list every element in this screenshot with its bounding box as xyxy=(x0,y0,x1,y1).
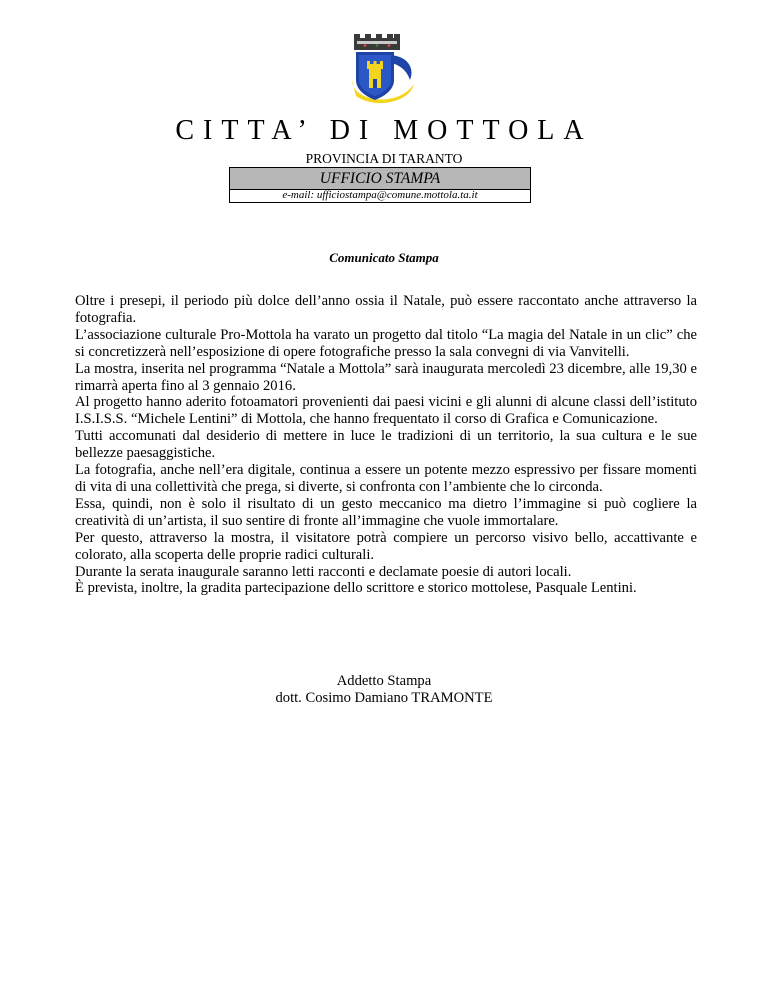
body-paragraph: La fotografia, anche nell’era digitale, continua a essere un potente mezzo espressivo per fissare momenti di vita di una collettività che prega, si diverte, si confronta con l’ambiente che lo circonda. xyxy=(75,462,697,495)
city-title: CITTA’ DI MOTTOLA xyxy=(175,115,593,146)
office-banner: UFFICIO STAMPA xyxy=(229,167,531,190)
coat-of-arms-icon xyxy=(336,26,420,110)
body-paragraph: È prevista, inoltre, la gradita partecipazione dello scrittore e storico mottolese, Pasquale Lentini. xyxy=(75,580,637,597)
province-label: PROVINCIA DI TARANTO xyxy=(305,151,463,166)
press-release-title: Comunicato Stampa xyxy=(329,250,439,265)
press-release-body xyxy=(75,293,697,597)
body-paragraph: Durante la serata inaugurale saranno letti racconti e declamate poesie di autori locali. xyxy=(75,563,572,580)
body-paragraph: La mostra, inserita nel programma “Natale a Mottola” sarà inaugurata mercoledì 23 dicembre, alle 19,30 e rimarrà aperta fino al 3 gennaio 2016. xyxy=(75,360,697,394)
body-paragraph: Oltre i presepi, il periodo più dolce dell’anno ossia il Natale, può essere raccontato anche attraverso la fotografia. xyxy=(75,293,697,326)
body-paragraph: L’associazione culturale Pro-Mottola ha varato un progetto dal titolo “La magia del Natale in un clic” che si concretizzerà nell’esposizione di opere fotografiche presso la sala convegni di via Vanvitelli. xyxy=(75,326,697,360)
signature-block xyxy=(0,673,768,707)
body-paragraph: Per questo, attraverso la mostra, il visitatore potrà compiere un percorso visivo bello, accattivante e colorato, alla scoperta delle proprie radici culturali. xyxy=(75,529,697,563)
signature-role: Addetto Stampa xyxy=(336,673,432,689)
signature-name: dott. Cosimo Damiano TRAMONTE xyxy=(275,690,493,706)
body-paragraph: Essa, quindi, non è solo il risultato di un gesto meccanico ma dietro l’immagine si può cogliere la creatività di un’artista, il suo sentire di fronte all’immagine che vuole immortalare. xyxy=(75,495,697,529)
email-line: e-mail: ufficiostampa@comune.mottola.ta.it xyxy=(229,189,531,203)
body-paragraph: Tutti accomunati dal desiderio di mettere in luce le tradizioni di un territorio, la sua cultura e le sue bellezze paesaggistiche. xyxy=(75,428,697,462)
body-paragraph: Al progetto hanno aderito fotoamatori provenienti dai paesi vicini e gli alunni di alcune classi dell’istituto I.S.I.S.S. “Michele Lentini” di Mottola, che hanno frequentato il corso di Grafica e Comunicazione. xyxy=(75,394,697,428)
